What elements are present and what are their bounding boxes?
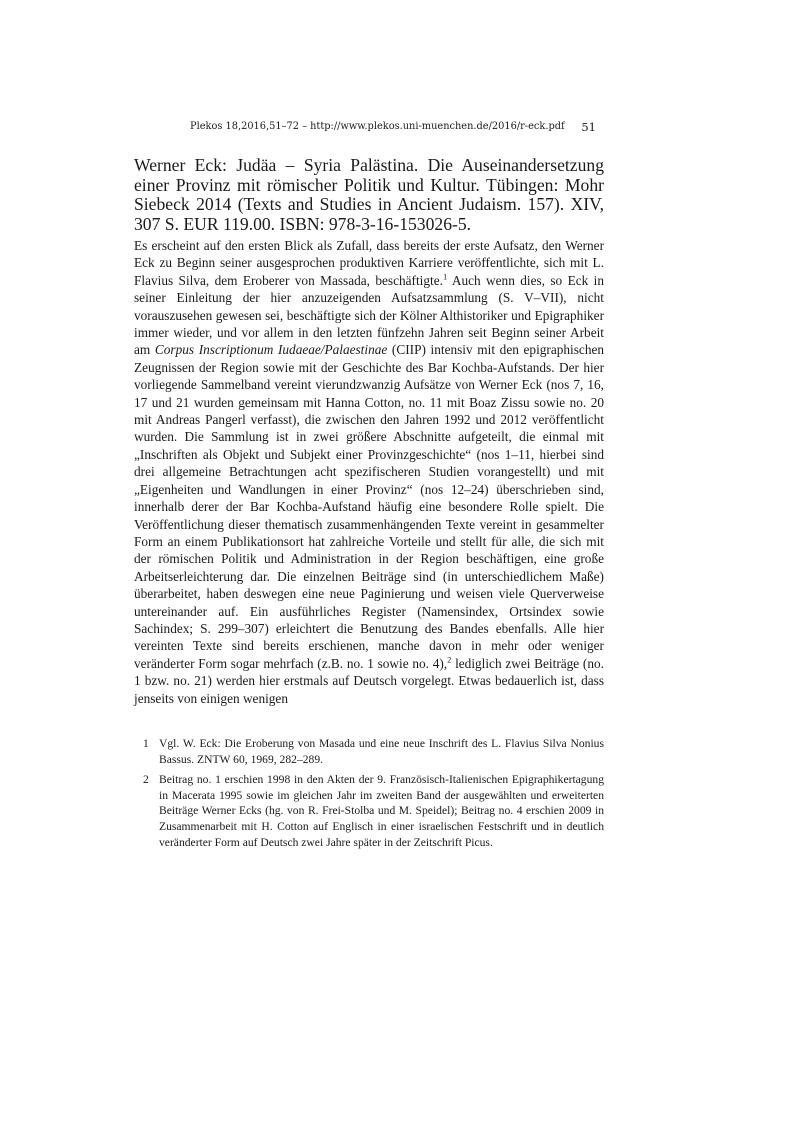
footnote-text: Beitrag no. 1 erschien 1998 in den Akten der 9. Französisch-Italienischen Epigraphikertagung in Macerata 1995 sowie im gleichen Jahr im zweiten Band der ausgewählten und erweiterten Beiträge Werner Ecks (hg. von R. Frei-Stolba und M. Speidel); Beitrag no. 4 erschien 2009 in Zusammenarbeit mit H. Cotton auf Englisch in einer israelischen Festschrift und in deutlich veränderter Form auf Deutsch zwei Jahre später in der Zeitschrift Picus. [159,773,604,849]
text-run: Auch wenn dies, so Eck in seiner Einleitung der hier anzuzeigenden Aufsatzsammlung (S. V–VII), nicht vorauszusehen gewesen sei, beschäftigte sich der Kölner Althistoriker und Epigraphiker immer wieder, und vor allem in den letzten fünfzehn Jahren seit Beginn seiner Arbeit am [134,272,604,358]
paragraph [134,237,604,707]
running-header: Plekos 18,2016,51–72 – http://www.plekos.uni-muenchen.de/2016/r-eck.pdf [190,121,565,132]
footnotes [143,736,604,855]
italic-title: Corpus Inscriptionum Iudaeae/Palaestinae [154,342,388,358]
footnote-number: 2 [143,773,149,787]
page-number: 51 [581,120,596,134]
footnote-ref[interactable]: 1 [442,271,448,282]
text-run: Es erscheint auf den ersten Blick als Zufall, dass bereits der erste Aufsatz, den Werner Eck zu Beginn seiner ausgesprochen produktiven Karriere veröffentlichte, sich mit L. Flavius Silva, dem Eroberer von Massada, beschäftigte. [134,238,604,288]
footnote-text: Vgl. W. Eck: Die Eroberung von Masada und eine neue Inschrift des L. Flavius Silva Nonius Bassus. ZNTW 60, 1969, 282–289. [159,737,604,766]
body-text [134,237,604,707]
review-title: Werner Eck: Judäa – Syria Palästina. Die Auseinandersetzung einer Provinz mit römischer Politik und Kultur. Tübingen: Mohr Siebeck 2014 (Texts and Studies in Ancient Judaism. 157). XIV, 307 S. EUR 119.00. ISBN: 978-3-16-153026-5. [134,155,604,234]
footnote-ref[interactable]: 2 [447,654,452,665]
text-run: (CIIP) intensiv mit den epigraphischen Zeugnissen der Region sowie mit der Geschichte des Bar Kochba-Aufstands. Der hier vorliegende Sammelband vereint vierundzwanzig Aufsätze von Werner Eck (nos 7, 16, 17 und 21 wurden gemeinsam mit Hanna Cotton, no. 11 mit Boaz Zissu sowie no. 20 mit Andreas Pangerl verfasst), die zwischen den Jahren 1992 und 2012 veröffentlicht wurden. Die Sammlung ist in zwei größere Abschnitte aufgeteilt, die einmal mit „Inschriften als Objekt und Subjekt einer Provinzgeschichte“ (nos 1–11, hierbei sind drei allgemeine Betrachtungen acht spezifischeren Studien vorangestellt) und mit „Eigenheiten und Wandlungen in einer Provinz“ (nos 12–24) überschrieben sind, innerhalb derer der Bar Kochba-Aufstand häufig eine besondere Rolle spielt. Die Veröffentlichung dieser thematisch zusammenhängenden Texte vereint in gesammelter Form an einem Publikationsort hat zahlreiche Vorteile und stellt für alle, die sich mit der römischen Politik und Administration in der Region beschäftigen, eine große Arbeitserleichterung dar. Die einzelnen Beiträge sind (in unterschiedlichem Maße) überarbeitet, haben deswegen eine neue Paginierung und weisen viele Querverweise untereinander auf. Ein ausführliches Register (Namensindex, Ortsindex sowie Sachindex; S. 299–307) erleichtert die Benutzung des Bandes ebenfalls. Alle hier vereinten Texte sind bereits erschienen, manche davon in mehr oder weniger veränderter Form sogar mehrfach (z.B. no. 1 sowie no. 4), [134,342,605,671]
footnote [143,736,604,767]
text-run: lediglich zwei Beiträge (no. 1 bzw. no. 21) werden hier erstmals auf Deutsch vorgelegt. Etwas bedauerlich ist, dass jenseits von einigen wenigen [134,655,604,706]
footnote-number: 1 [143,737,149,750]
footnote [143,772,604,850]
